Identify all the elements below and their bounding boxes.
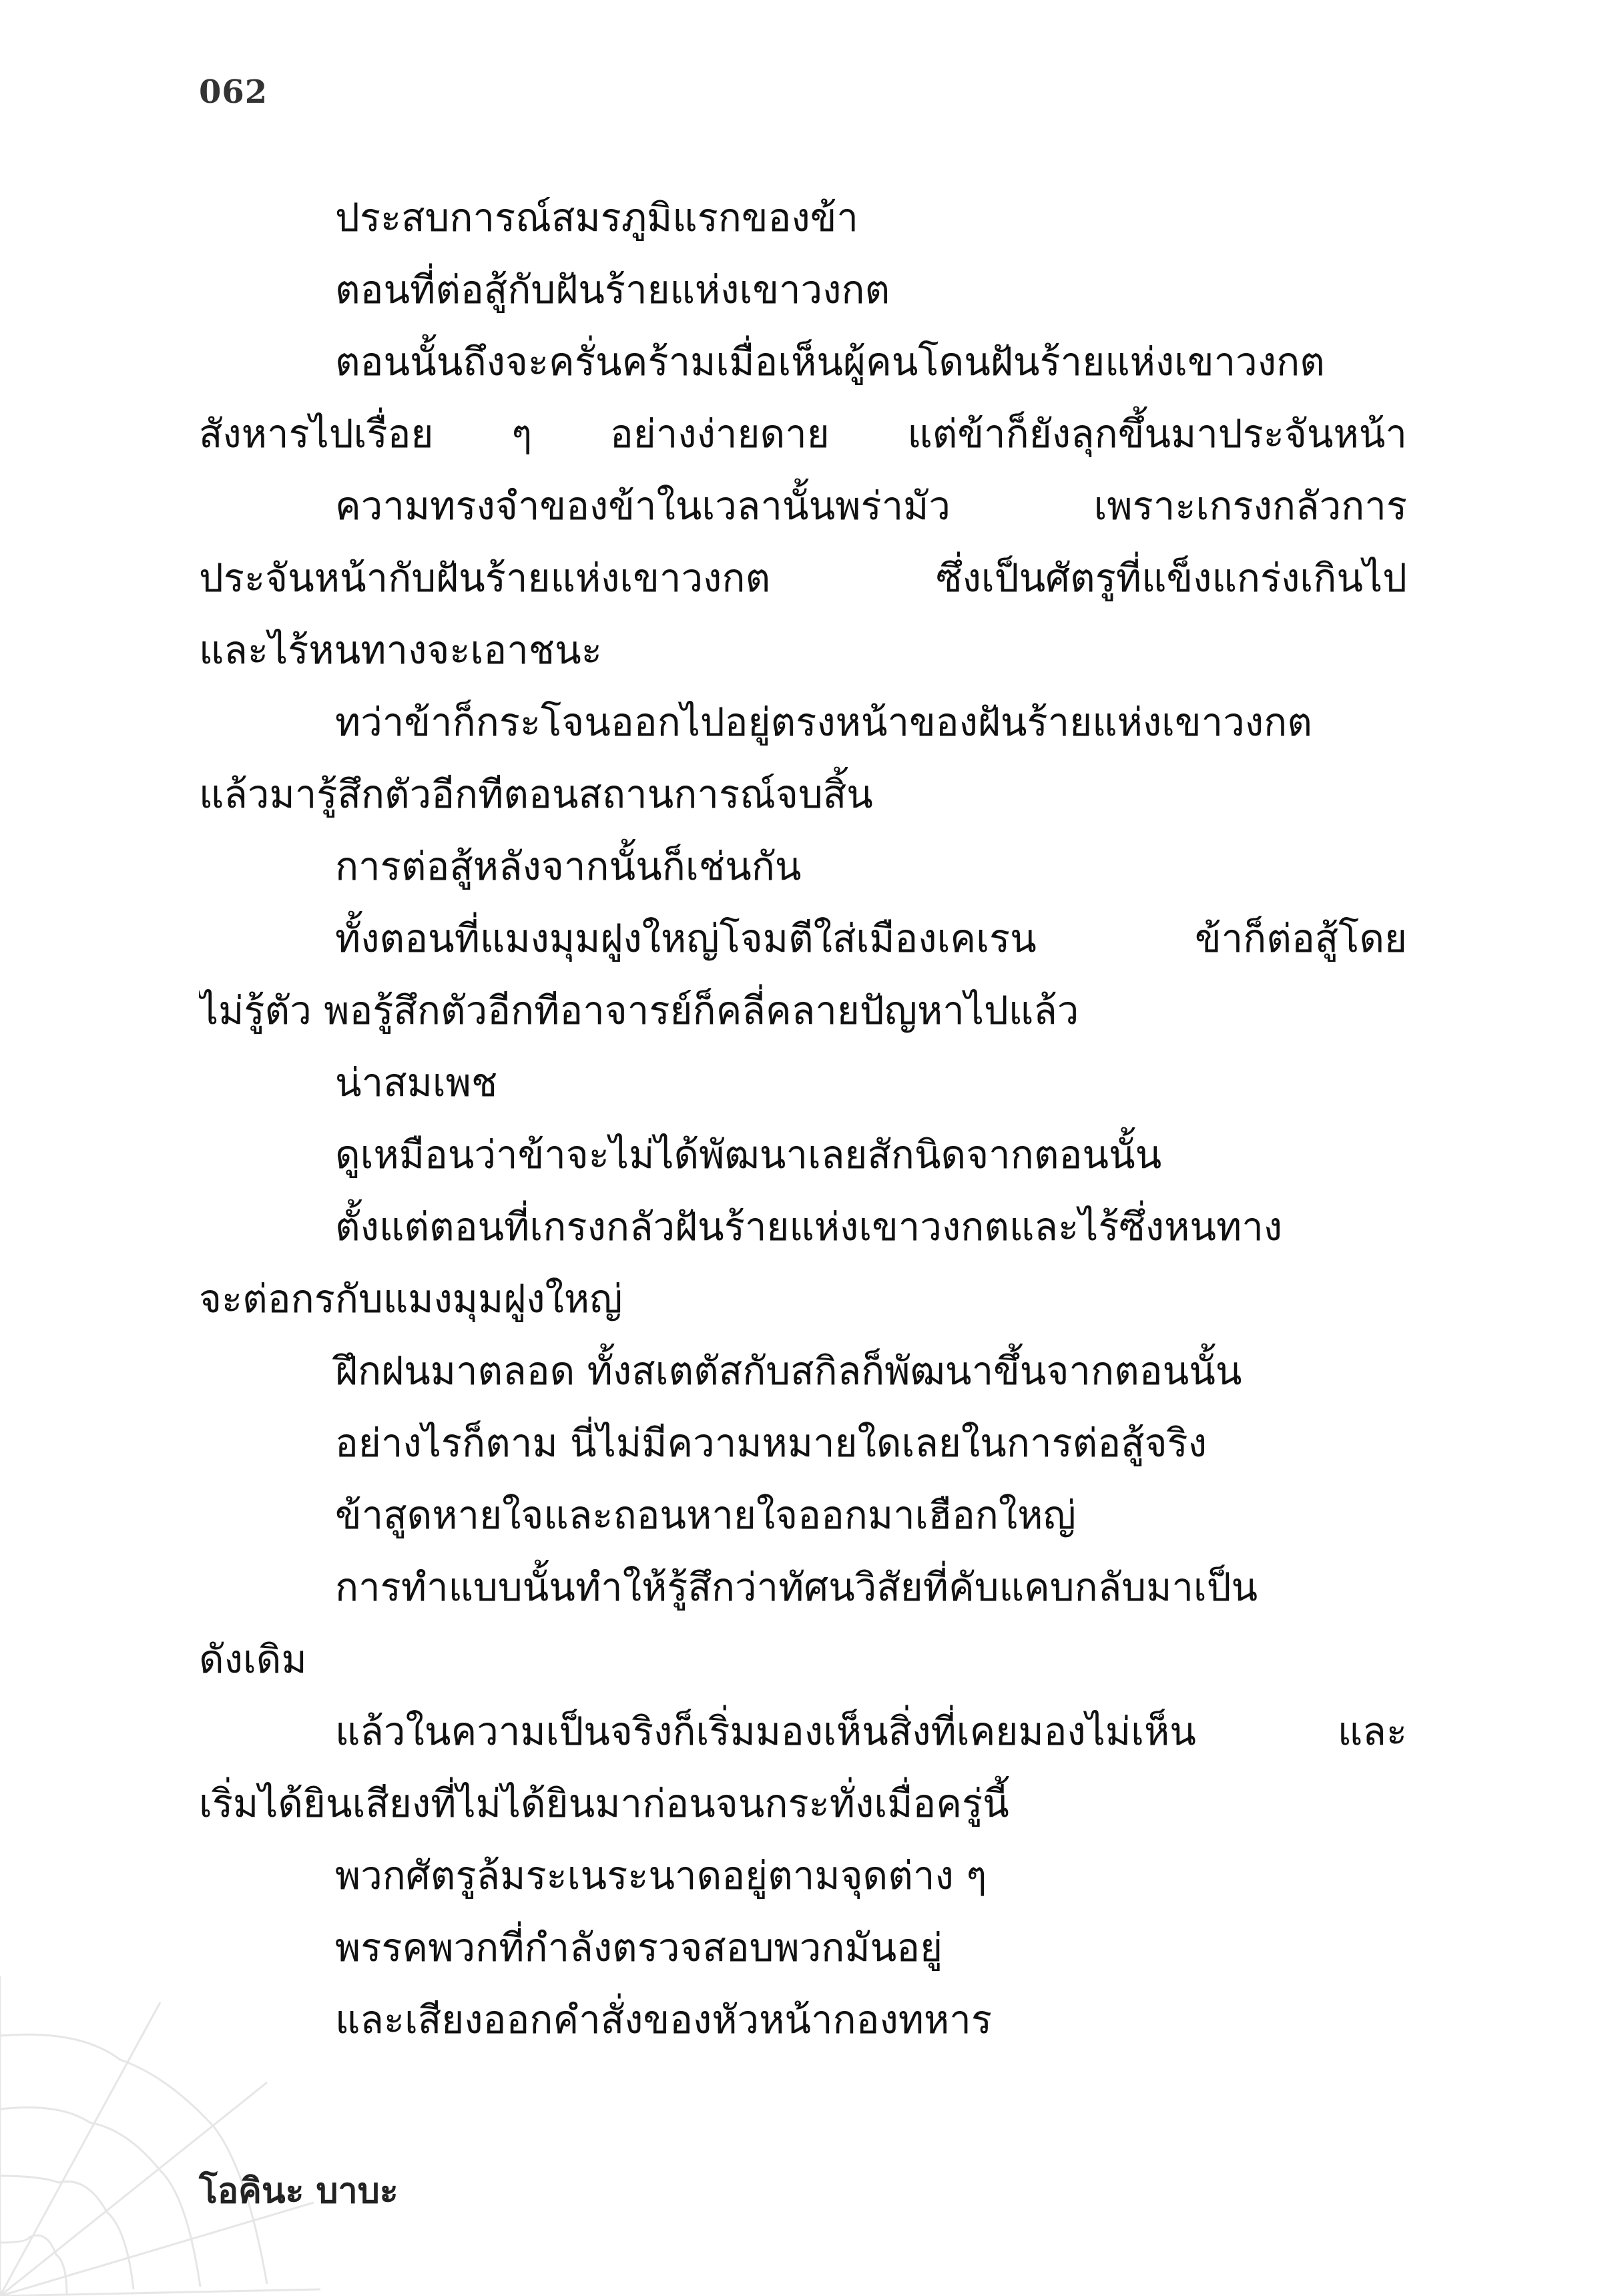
text-line: ทว่าข้าก็กระโจนออกไปอยู่ตรงหน้าของฝันร้ายแห่งเขาวงกต <box>335 699 1312 745</box>
text-line: เริ่มได้ยินเสียงที่ไม่ได้ยินมาก่อนจนกระทั่งเมื่อครู่นี้ <box>199 1781 1009 1826</box>
text-line: ทั้งตอนที่แมงมุมฝูงใหญ่โจมตีใส่เมืองเคเรน ข้าก็ต่อสู้โดย <box>335 916 1407 961</box>
text-line: พรรคพวกที่กำลังตรวจสอบพวกมันอยู่ <box>335 1925 943 1970</box>
text-line: และไร้หนทางจะเอาชนะ <box>199 627 602 673</box>
text-line: พวกศัตรูล้มระเนระนาดอยู่ตามจุดต่าง ๆ <box>335 1853 987 1898</box>
text-line: และเสียงออกคำสั่งของหัวหน้ากองทหาร <box>335 1997 992 2042</box>
footer-author-title: โอคินะ บาบะ <box>199 2171 398 2211</box>
text-line: ข้าสูดหายใจและถอนหายใจออกมาเฮือกใหญ่ <box>335 1492 1076 1538</box>
text-line: น่าสมเพช <box>335 1060 498 1105</box>
text-line: ตั้งแต่ตอนที่เกรงกลัวฝันร้ายแห่งเขาวงกตและไร้ซึ่งหนทาง <box>335 1204 1283 1249</box>
text-line: การทำแบบนั้นทำให้รู้สึกว่าทัศนวิสัยที่คับแคบกลับมาเป็น <box>335 1564 1258 1610</box>
text-line: ตอนนั้นถึงจะครั่นคร้ามเมื่อเห็นผู้คนโดนฝันร้ายแห่งเขาวงกต <box>335 339 1325 384</box>
text-line: ความทรงจำของข้าในเวลานั้นพร่ามัว เพราะเกรงกลัวการ <box>335 483 1407 529</box>
text-line: ดังเดิม <box>199 1637 307 1682</box>
text-line: สังหารไปเรื่อย ๆ อย่างง่ายดาย แต่ข้าก็ยังลุกขึ้นมาประจันหน้า <box>199 411 1407 457</box>
page-number: 062 <box>199 73 268 111</box>
text-line: ประจันหน้ากับฝันร้ายแห่งเขาวงกต ซึ่งเป็นศัตรูที่แข็งแกร่งเกินไป <box>199 555 1407 601</box>
text-line: ประสบการณ์สมรภูมิแรกของข้า <box>335 195 858 240</box>
text-line: แล้วในความเป็นจริงก็เริ่มมองเห็นสิ่งที่เคยมองไม่เห็น และ <box>335 1709 1407 1754</box>
text-line: ดูเหมือนว่าข้าจะไม่ได้พัฒนาเลยสักนิดจากตอนนั้น <box>335 1132 1162 1177</box>
text-line: การต่อสู้หลังจากนั้นก็เช่นกัน <box>335 844 802 889</box>
text-line: ตอนที่ต่อสู้กับฝันร้ายแห่งเขาวงกต <box>335 267 890 312</box>
text-line: จะต่อกรกับแมงมุมฝูงใหญ่ <box>199 1276 623 1322</box>
text-line: ฝึกฝนมาตลอด ทั้งสเตตัสกับสกิลก็พัฒนาขึ้นจากตอนนั้น <box>335 1348 1242 1394</box>
text-line: แล้วมารู้สึกตัวอีกทีตอนสถานการณ์จบสิ้น <box>199 772 873 817</box>
text-line: อย่างไรก็ตาม นี่ไม่มีความหมายใดเลยในการต่อสู้จริง <box>335 1420 1207 1466</box>
text-line: ไม่รู้ตัว พอรู้สึกตัวอีกทีอาจารย์ก็คลี่คลายปัญหาไปแล้ว <box>199 988 1079 1033</box>
body-text <box>199 182 1407 2056</box>
